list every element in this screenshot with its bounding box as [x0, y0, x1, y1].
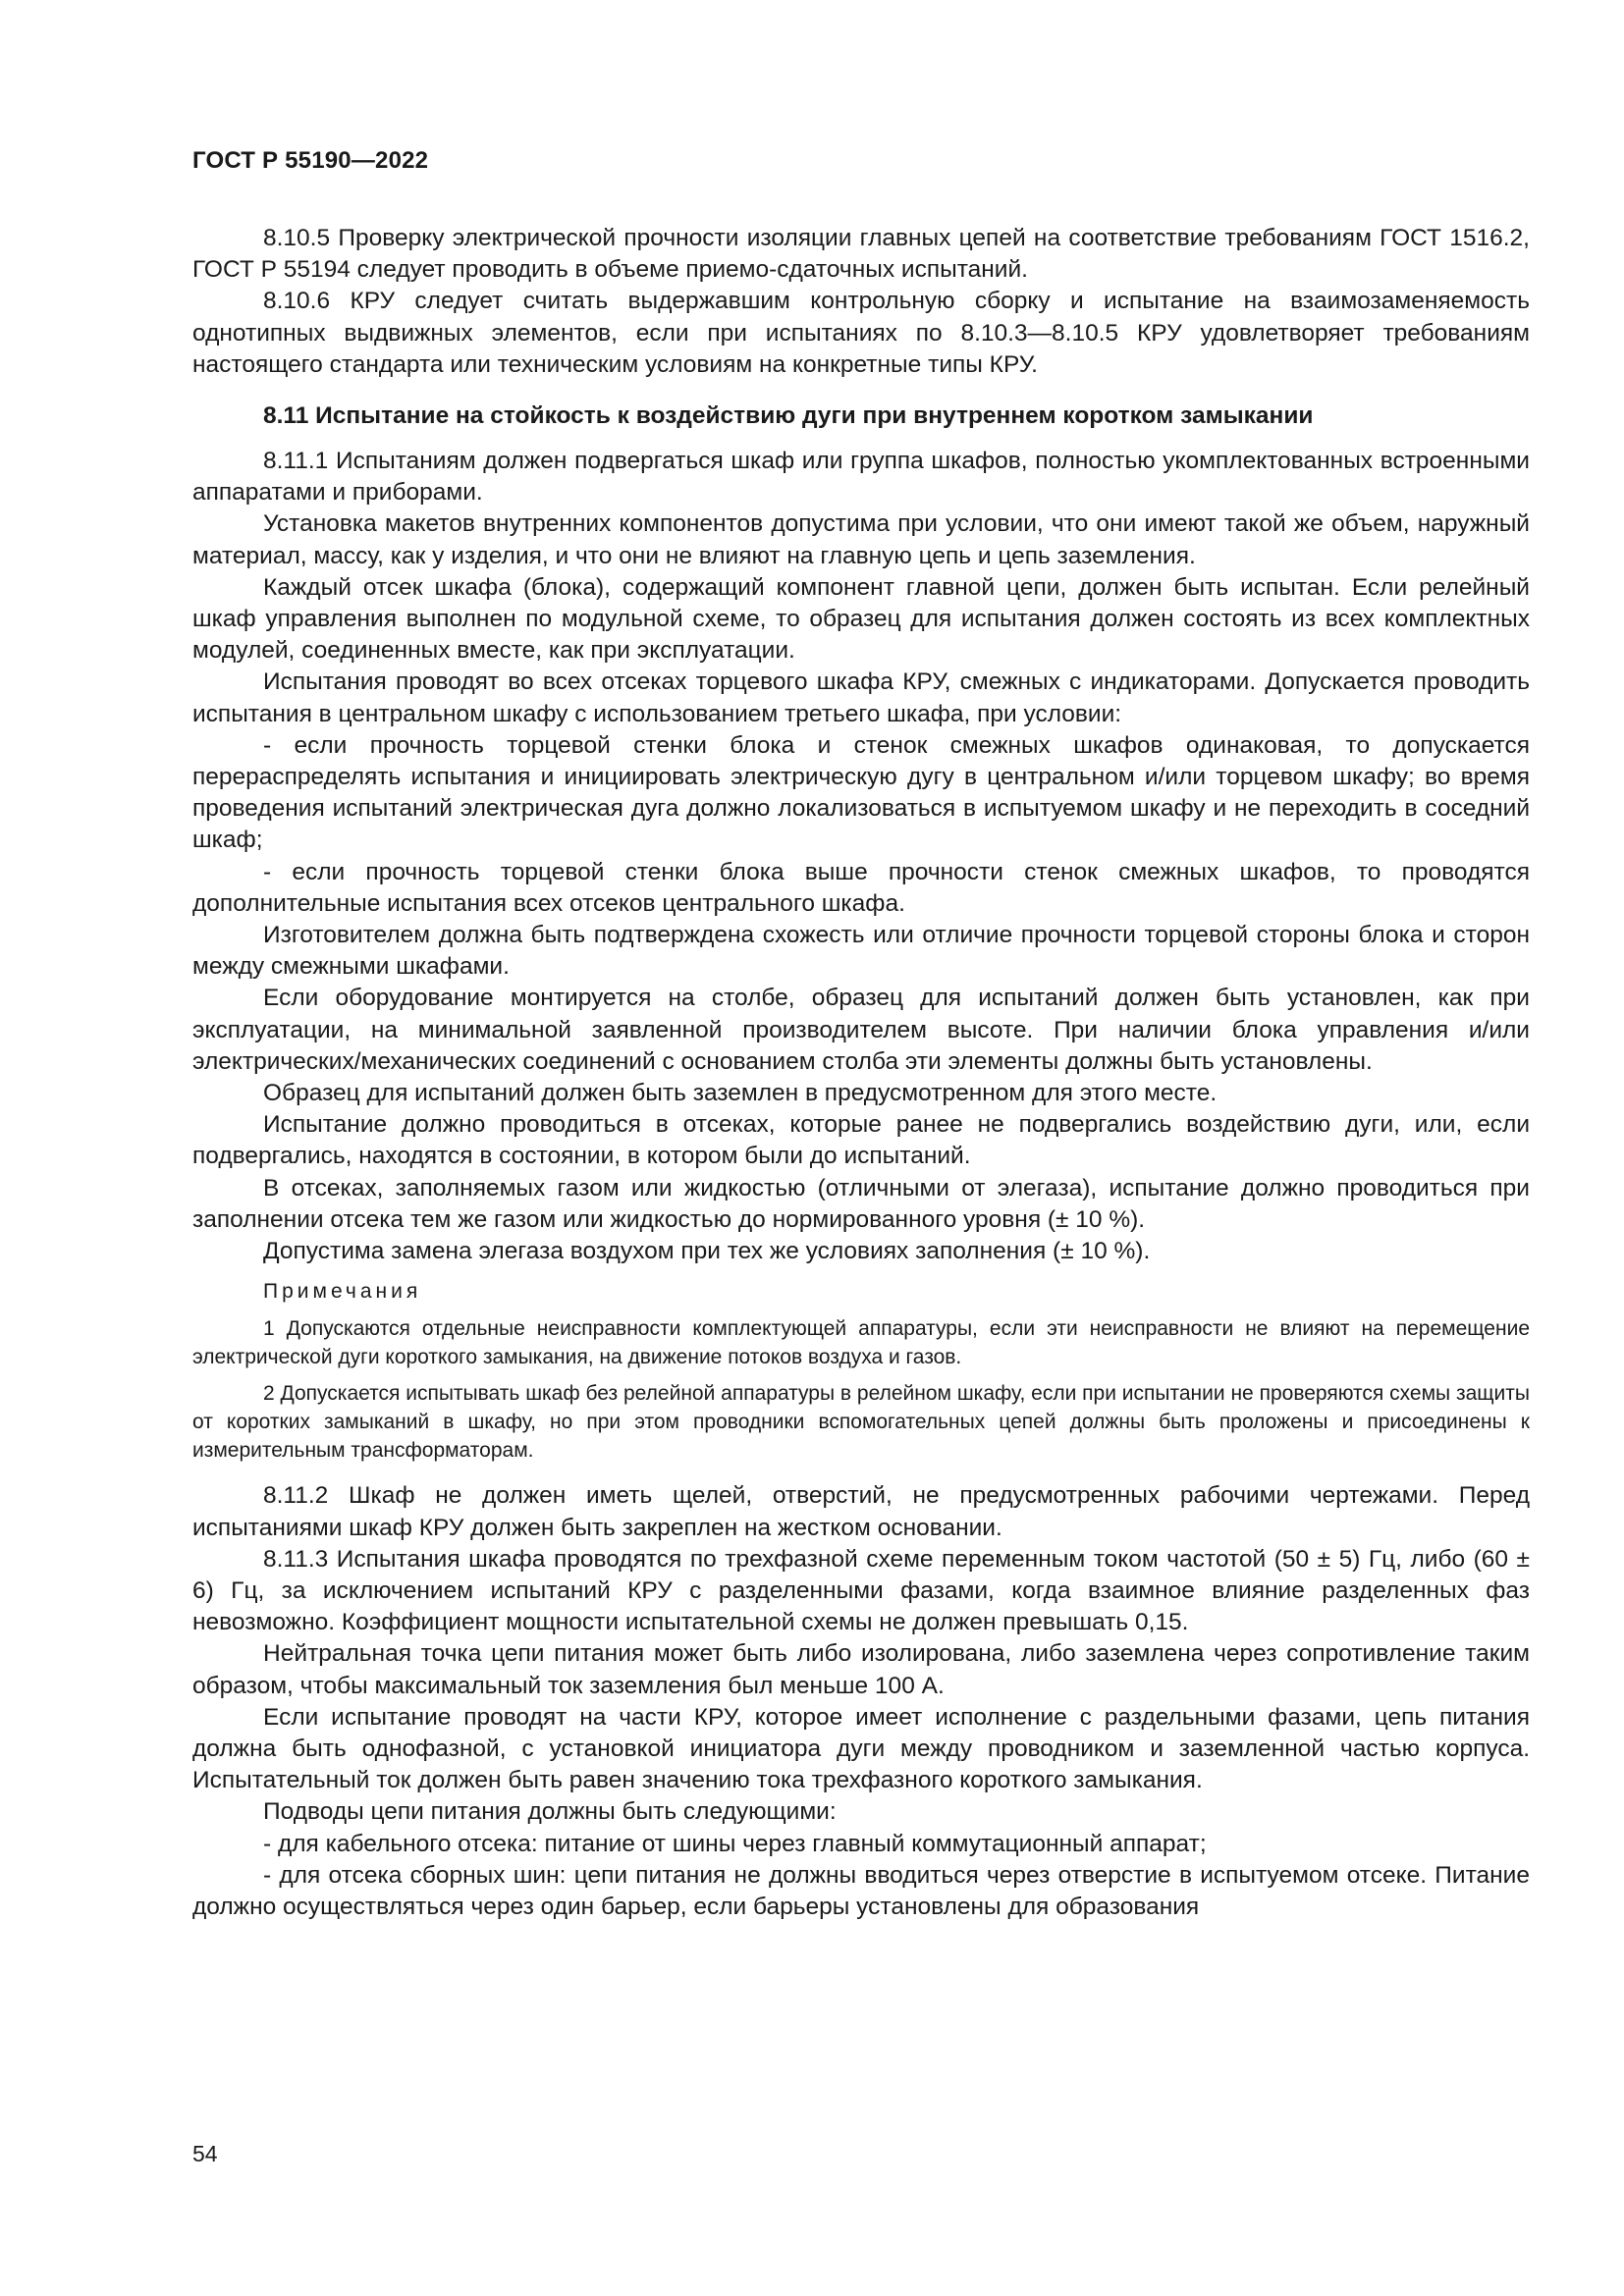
paragraph: 8.10.5 Проверку электрической прочности изоляции главных цепей на соответствие требованиям ГОСТ 1516.2, ГОСТ Р 55194 следует проводить в объеме приемо-сдаточных испытаний. [192, 225, 1530, 284]
paragraph: Установка макетов внутренних компонентов допустима при условии, что они имеют такой же объем, наружный материал, массу, как у изделия, и что они не влияют на главную цепь и цепь заземления. [192, 510, 1530, 569]
paragraph: 8.10.6 КРУ следует считать выдержавшим контрольную сборку и испытание на взаимозаменяемость однотипных выдвижных элементов, если при испытаниях по 8.10.3—8.10.5 КРУ удовлетворяет требованиям настоящего стандарта или техническим условиям на конкретные типы КРУ. [192, 288, 1530, 378]
paragraph: 8.11.1 Испытаниям должен подвергаться шкаф или группа шкафов, полностью укомплектованных встроенными аппаратами и приборами. [192, 448, 1530, 507]
note-item: 2 Допускается испытывать шкаф без релейной аппаратуры в релейном шкафу, если при испытании не проверяются схемы защиты от коротких замыканий в шкафу, но при этом проводники вспомогательных цепей должны быть проложены и присоединены к измерительным трансформаторам. [192, 1382, 1530, 1463]
paragraph: Если оборудование монтируется на столбе, образец для испытаний должен быть установлен, как при эксплуатации, на минимальной заявленной производителем высоте. При наличии блока управления и/или электрических/механических соединений с основанием столба эти элементы должны быть установлены. [192, 985, 1530, 1075]
list-item: - если прочность торцевой стенки блока и стенок смежных шкафов одинаковая, то допускается перераспределять испытания и инициировать электрическую дугу в центральном и/или торцевом шкафу; во время проведения испытаний электрическая дуга должно локализоваться в испытуемом шкафу и не переходить в соседний шкаф; [192, 731, 1530, 854]
page-number: 54 [192, 2141, 218, 2166]
list-item: - для кабельного отсека: питание от шины через главный коммутационный аппарат; [263, 1830, 1207, 1857]
paragraph: Допустима замена элегаза воздухом при тех же условиях заполнения (± 10 %). [263, 1238, 1151, 1265]
note-item: 1 Допускаются отдельные неисправности комплектующей аппаратуры, если эти неисправности не влияют на перемещение электрической дуги короткого замыкания, на движение потоков воздуха и газов. [192, 1317, 1530, 1369]
paragraph: Если испытание проводят на части КРУ, которое имеет исполнение с раздельными фазами, цепь питания должна быть однофазной, с установкой инициатора дуги между проводником и заземленной частью корпуса. Испытательный ток должен быть равен значению тока трехфазного короткого замыкания. [192, 1703, 1530, 1794]
paragraph: Испытания проводят во всех отсеках торцевого шкафа КРУ, смежных с индикаторами. Допускается проводить испытания в центральном шкафу с использованием третьего шкафа, при условии: [192, 668, 1530, 727]
paragraph: В отсеках, заполняемых газом или жидкостью (отличными от элегаза), испытание должно проводиться при заполнении отсека тем же газом или жидкостью до нормированного уровня (± 10 %). [192, 1174, 1530, 1233]
paragraph: 8.11.3 Испытания шкафа проводятся по трехфазной схеме переменным током частотой (50 ± 5) Гц, либо (60 ± 6) Гц, за исключением испытаний КРУ с разделенными фазами, когда взаимное влияние разделенных фаз невозможно. Коэффициент мощности испытательной схемы не должен превышать 0,15. [192, 1545, 1530, 1636]
paragraph: Нейтральная точка цепи питания может быть либо изолирована, либо заземлена через сопротивление таким образом, чтобы максимальный ток заземления был меньше 100 А. [192, 1640, 1530, 1699]
notes-title: Примечания [263, 1280, 422, 1304]
section-heading: 8.11 Испытание на стойкость к воздействию дуги при внутреннем коротком замыкании [263, 402, 1314, 430]
document-body [192, 223, 1530, 1923]
list-item: - для отсека сборных шин: цепи питания не должны вводиться через отверстие в испытуемом отсеке. Питание должно осуществляться через один барьер, если барьеры установлены для образования [192, 1861, 1530, 1920]
paragraph: Изготовителем должна быть подтверждена схожесть или отличие прочности торцевой стороны блока и сторон между смежными шкафами. [192, 922, 1530, 981]
paragraph: Испытание должно проводиться в отсеках, которые ранее не подвергались воздействию дуги, или, если подвергались, находятся в состоянии, в котором были до испытаний. [192, 1111, 1530, 1170]
list-item: - если прочность торцевой стенки блока выше прочности стенок смежных шкафов, то проводятся дополнительные испытания всех отсеков центрального шкафа. [192, 858, 1530, 917]
paragraph: Подводы цепи питания должны быть следующими: [263, 1798, 837, 1826]
document-header: ГОСТ Р 55190—2022 [192, 147, 429, 174]
paragraph: Каждый отсек шкафа (блока), содержащий компонент главной цепи, должен быть испытан. Если релейный шкаф управления выполнен по модульной схеме, то образец для испытания должен состоять из всех комплектных модулей, соединенных вместе, как при эксплуатации. [192, 573, 1530, 665]
paragraph: Образец для испытаний должен быть заземлен в предусмотренном для этого месте. [263, 1080, 1218, 1107]
paragraph: 8.11.2 Шкаф не должен иметь щелей, отверстий, не предусмотренных рабочими чертежами. Перед испытаниями шкаф КРУ должен быть закреплен на жестком основании. [192, 1482, 1530, 1541]
